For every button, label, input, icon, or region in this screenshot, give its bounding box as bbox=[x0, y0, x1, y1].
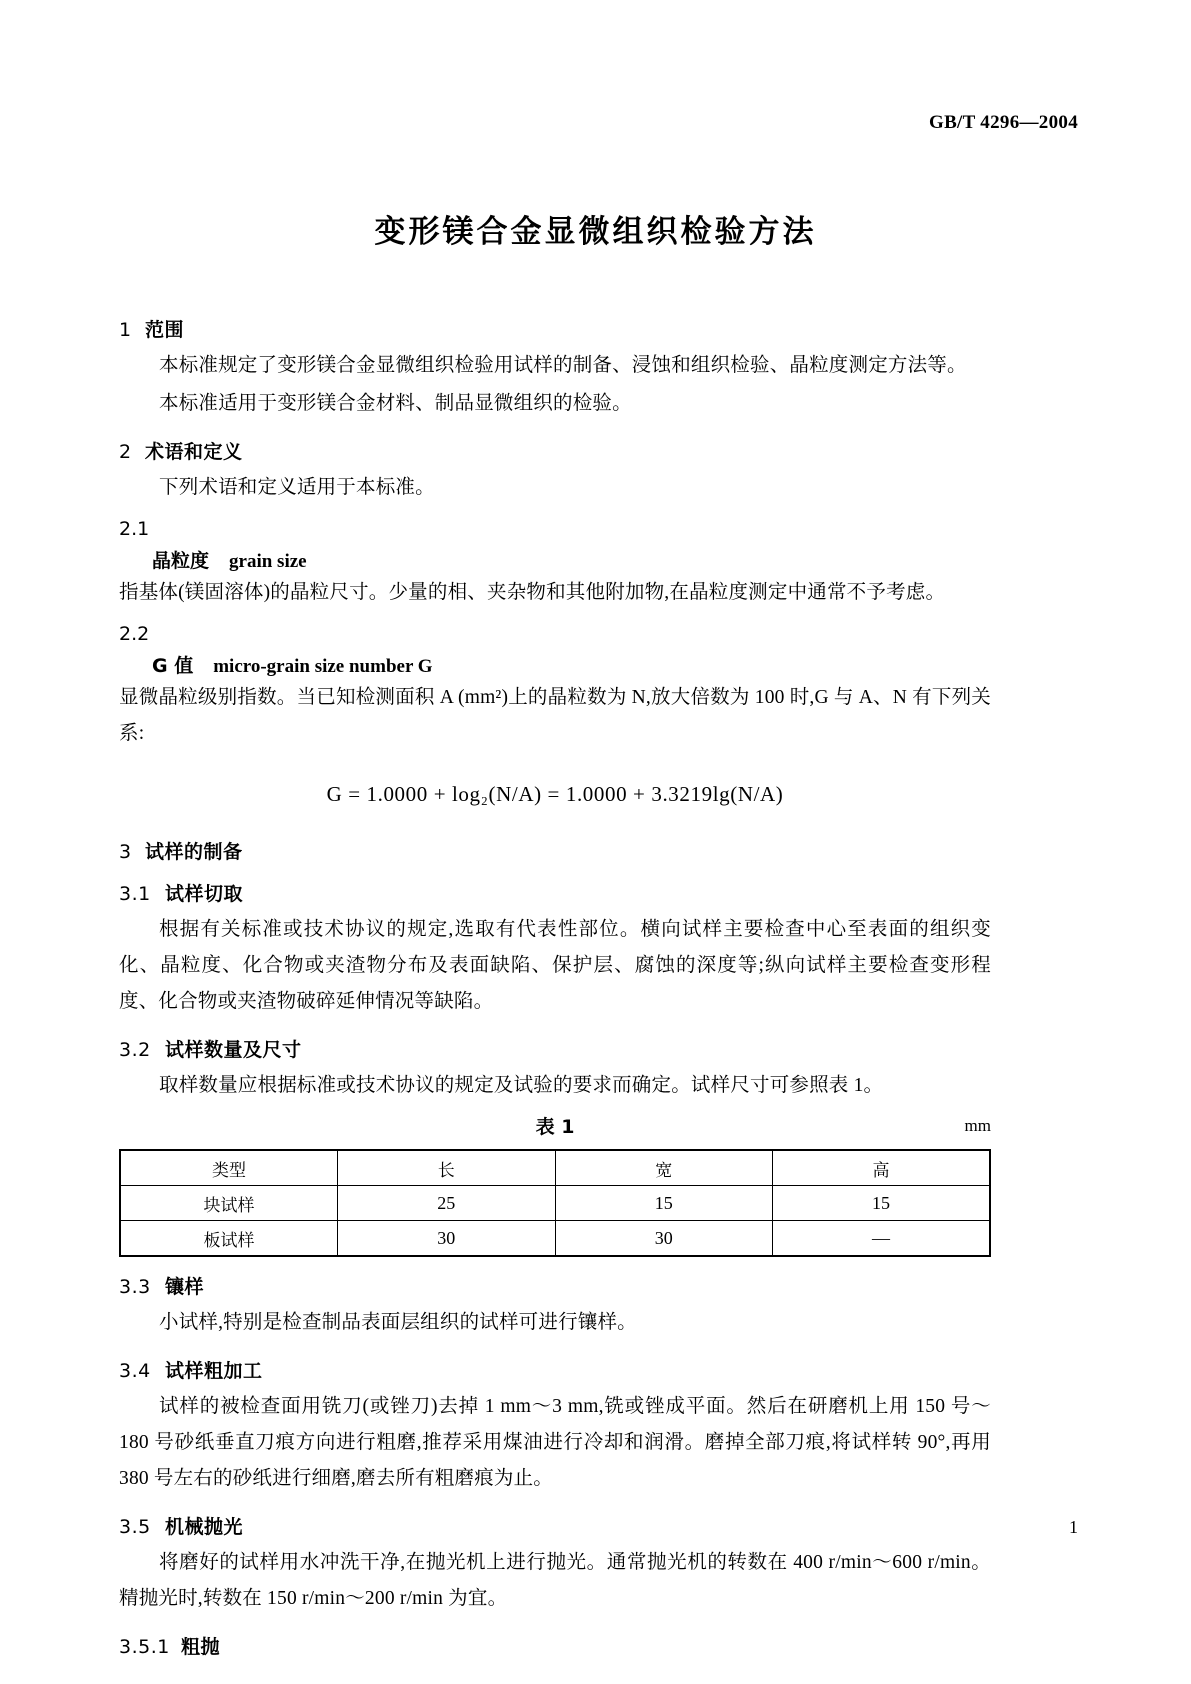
column-header-height: 高 bbox=[773, 1150, 991, 1186]
section-title-3-4: 试样粗加工 bbox=[165, 1360, 263, 1382]
section-title-1: 范围 bbox=[145, 319, 185, 341]
page-title: 变形镁合金显微组织检验方法 bbox=[374, 214, 817, 250]
column-header-width: 宽 bbox=[555, 1150, 773, 1186]
table-header-row bbox=[120, 1150, 990, 1186]
running-header bbox=[929, 112, 1078, 134]
table-caption-label: 表 1 bbox=[535, 1116, 575, 1138]
section-heading-3 bbox=[119, 837, 991, 864]
column-header-type: 类型 bbox=[120, 1150, 338, 1186]
section-number-1: 1 bbox=[119, 319, 132, 341]
paragraph-1-1: 本标准规定了变形镁合金显微组织检验用试样的制备、浸蚀和组织检验、晶粒度测定方法等。 bbox=[159, 355, 967, 376]
clause-number-2-2: 2.2 bbox=[119, 623, 150, 645]
section-title-3: 试样的制备 bbox=[145, 841, 243, 863]
section-number-3: 3 bbox=[119, 841, 132, 863]
cell-type-0: 块试样 bbox=[120, 1186, 338, 1221]
section-number-3-2: 3.2 bbox=[119, 1039, 151, 1061]
specimen-size-table bbox=[119, 1149, 991, 1257]
cell-type-1: 板试样 bbox=[120, 1221, 338, 1257]
table-row bbox=[120, 1186, 990, 1221]
section-heading-3-1 bbox=[119, 879, 991, 906]
section-number-3-3: 3.3 bbox=[119, 1276, 151, 1298]
section-heading-1 bbox=[119, 315, 991, 342]
section-number-2: 2 bbox=[119, 441, 132, 463]
cell-length-1: 30 bbox=[338, 1221, 556, 1257]
section-title-3-5: 机械抛光 bbox=[165, 1516, 244, 1538]
paragraph-1-2: 本标准适用于变形镁合金材料、制品显微组织的检验。 bbox=[159, 393, 632, 414]
section-heading-3-5 bbox=[119, 1512, 991, 1539]
paragraph-3-1-1: 根据有关标准或技术协议的规定,选取有代表性部位。横向试样主要检查中心至表面的组织变化、晶粒度、化合物或夹渣物分布及表面缺陷、保护层、腐蚀的深度等;纵向试样主要检查变形程度、化合物或夹渣物破碎延伸情况等缺陷。 bbox=[119, 919, 991, 1012]
section-heading-3-3 bbox=[119, 1272, 991, 1299]
section-title-2: 术语和定义 bbox=[145, 441, 243, 463]
section-heading-3-5-1 bbox=[119, 1632, 991, 1659]
section-number-3-5-1: 3.5.1 bbox=[119, 1636, 170, 1658]
term-english-2-2: micro-grain size number G bbox=[213, 656, 433, 677]
section-heading-3-2 bbox=[119, 1035, 991, 1062]
cell-height-1: — bbox=[773, 1221, 991, 1257]
term-english-2-1: grain size bbox=[229, 551, 307, 572]
section-title-3-5-1: 粗抛 bbox=[181, 1636, 221, 1658]
section-number-3-1: 3.1 bbox=[119, 883, 151, 905]
table-unit-label: mm bbox=[964, 1116, 991, 1135]
paragraph-2-1: 下列术语和定义适用于本标准。 bbox=[159, 477, 435, 498]
table-row bbox=[120, 1221, 990, 1257]
section-title-3-2: 试样数量及尺寸 bbox=[165, 1039, 302, 1061]
term-entry-2-2 bbox=[152, 651, 991, 678]
paragraph-3-2-1: 取样数量应根据标准或技术协议的规定及试验的要求而确定。试样尺寸可参照表 1。 bbox=[159, 1075, 884, 1096]
clause-number-2-1: 2.1 bbox=[119, 518, 150, 540]
table-caption bbox=[119, 1112, 991, 1139]
cell-width-1: 30 bbox=[555, 1221, 773, 1257]
document-body bbox=[119, 300, 991, 1665]
cell-height-0: 15 bbox=[773, 1186, 991, 1221]
section-title-3-3: 镶样 bbox=[165, 1276, 205, 1298]
paragraph-3-5-1: 将磨好的试样用水冲洗干净,在抛光机上进行抛光。通常抛光机的转数在 400 r/min～600 r/min。精抛光时,转数在 150 r/min～200 r/min 为宜。 bbox=[119, 1552, 991, 1609]
section-heading-2 bbox=[119, 437, 991, 464]
paragraph-2-2-1: 显微晶粒级别指数。当已知检测面积 A (mm²)上的晶粒数为 N,放大倍数为 100 时,G 与 A、N 有下列关系: bbox=[119, 687, 991, 744]
cell-width-0: 15 bbox=[555, 1186, 773, 1221]
standard-code: GB/T 4296—2004 bbox=[928, 112, 1078, 133]
cell-length-0: 25 bbox=[338, 1186, 556, 1221]
paragraph-2-1-1: 指基体(镁固溶体)的晶粒尺寸。少量的相、夹杂物和其他附加物,在晶粒度测定中通常不予考虑。 bbox=[119, 582, 946, 603]
term-chinese-2-1: 晶粒度 bbox=[152, 550, 210, 572]
paragraph-3-4-1: 试样的被检查面用铣刀(或锉刀)去掉 1 mm～3 mm,铣或锉成平面。然后在研磨机上用 150 号～180 号砂纸垂直刀痕方向进行粗磨,推荐采用煤油进行冷却和润滑。磨掉全部刀痕,将试样转 90°,再用 380 号左右的砂纸进行细磨,磨去所有粗磨痕为止。 bbox=[119, 1396, 991, 1489]
section-number-3-5: 3.5 bbox=[119, 1516, 151, 1538]
term-entry-2-1 bbox=[152, 546, 991, 573]
paragraph-3-3-1: 小试样,特别是检查制品表面层组织的试样可进行镶样。 bbox=[159, 1312, 637, 1333]
page-number: 1 bbox=[1069, 1517, 1078, 1537]
section-heading-3-4 bbox=[119, 1356, 991, 1383]
column-header-length: 长 bbox=[338, 1150, 556, 1186]
section-title-3-1: 试样切取 bbox=[165, 883, 244, 905]
formula-g-value: G = 1.0000 + log₂(N/A) = 1.0000 + 3.3219lg(N/A) bbox=[326, 782, 784, 806]
section-number-3-4: 3.4 bbox=[119, 1360, 151, 1382]
term-chinese-2-2: G 值 bbox=[152, 655, 194, 677]
